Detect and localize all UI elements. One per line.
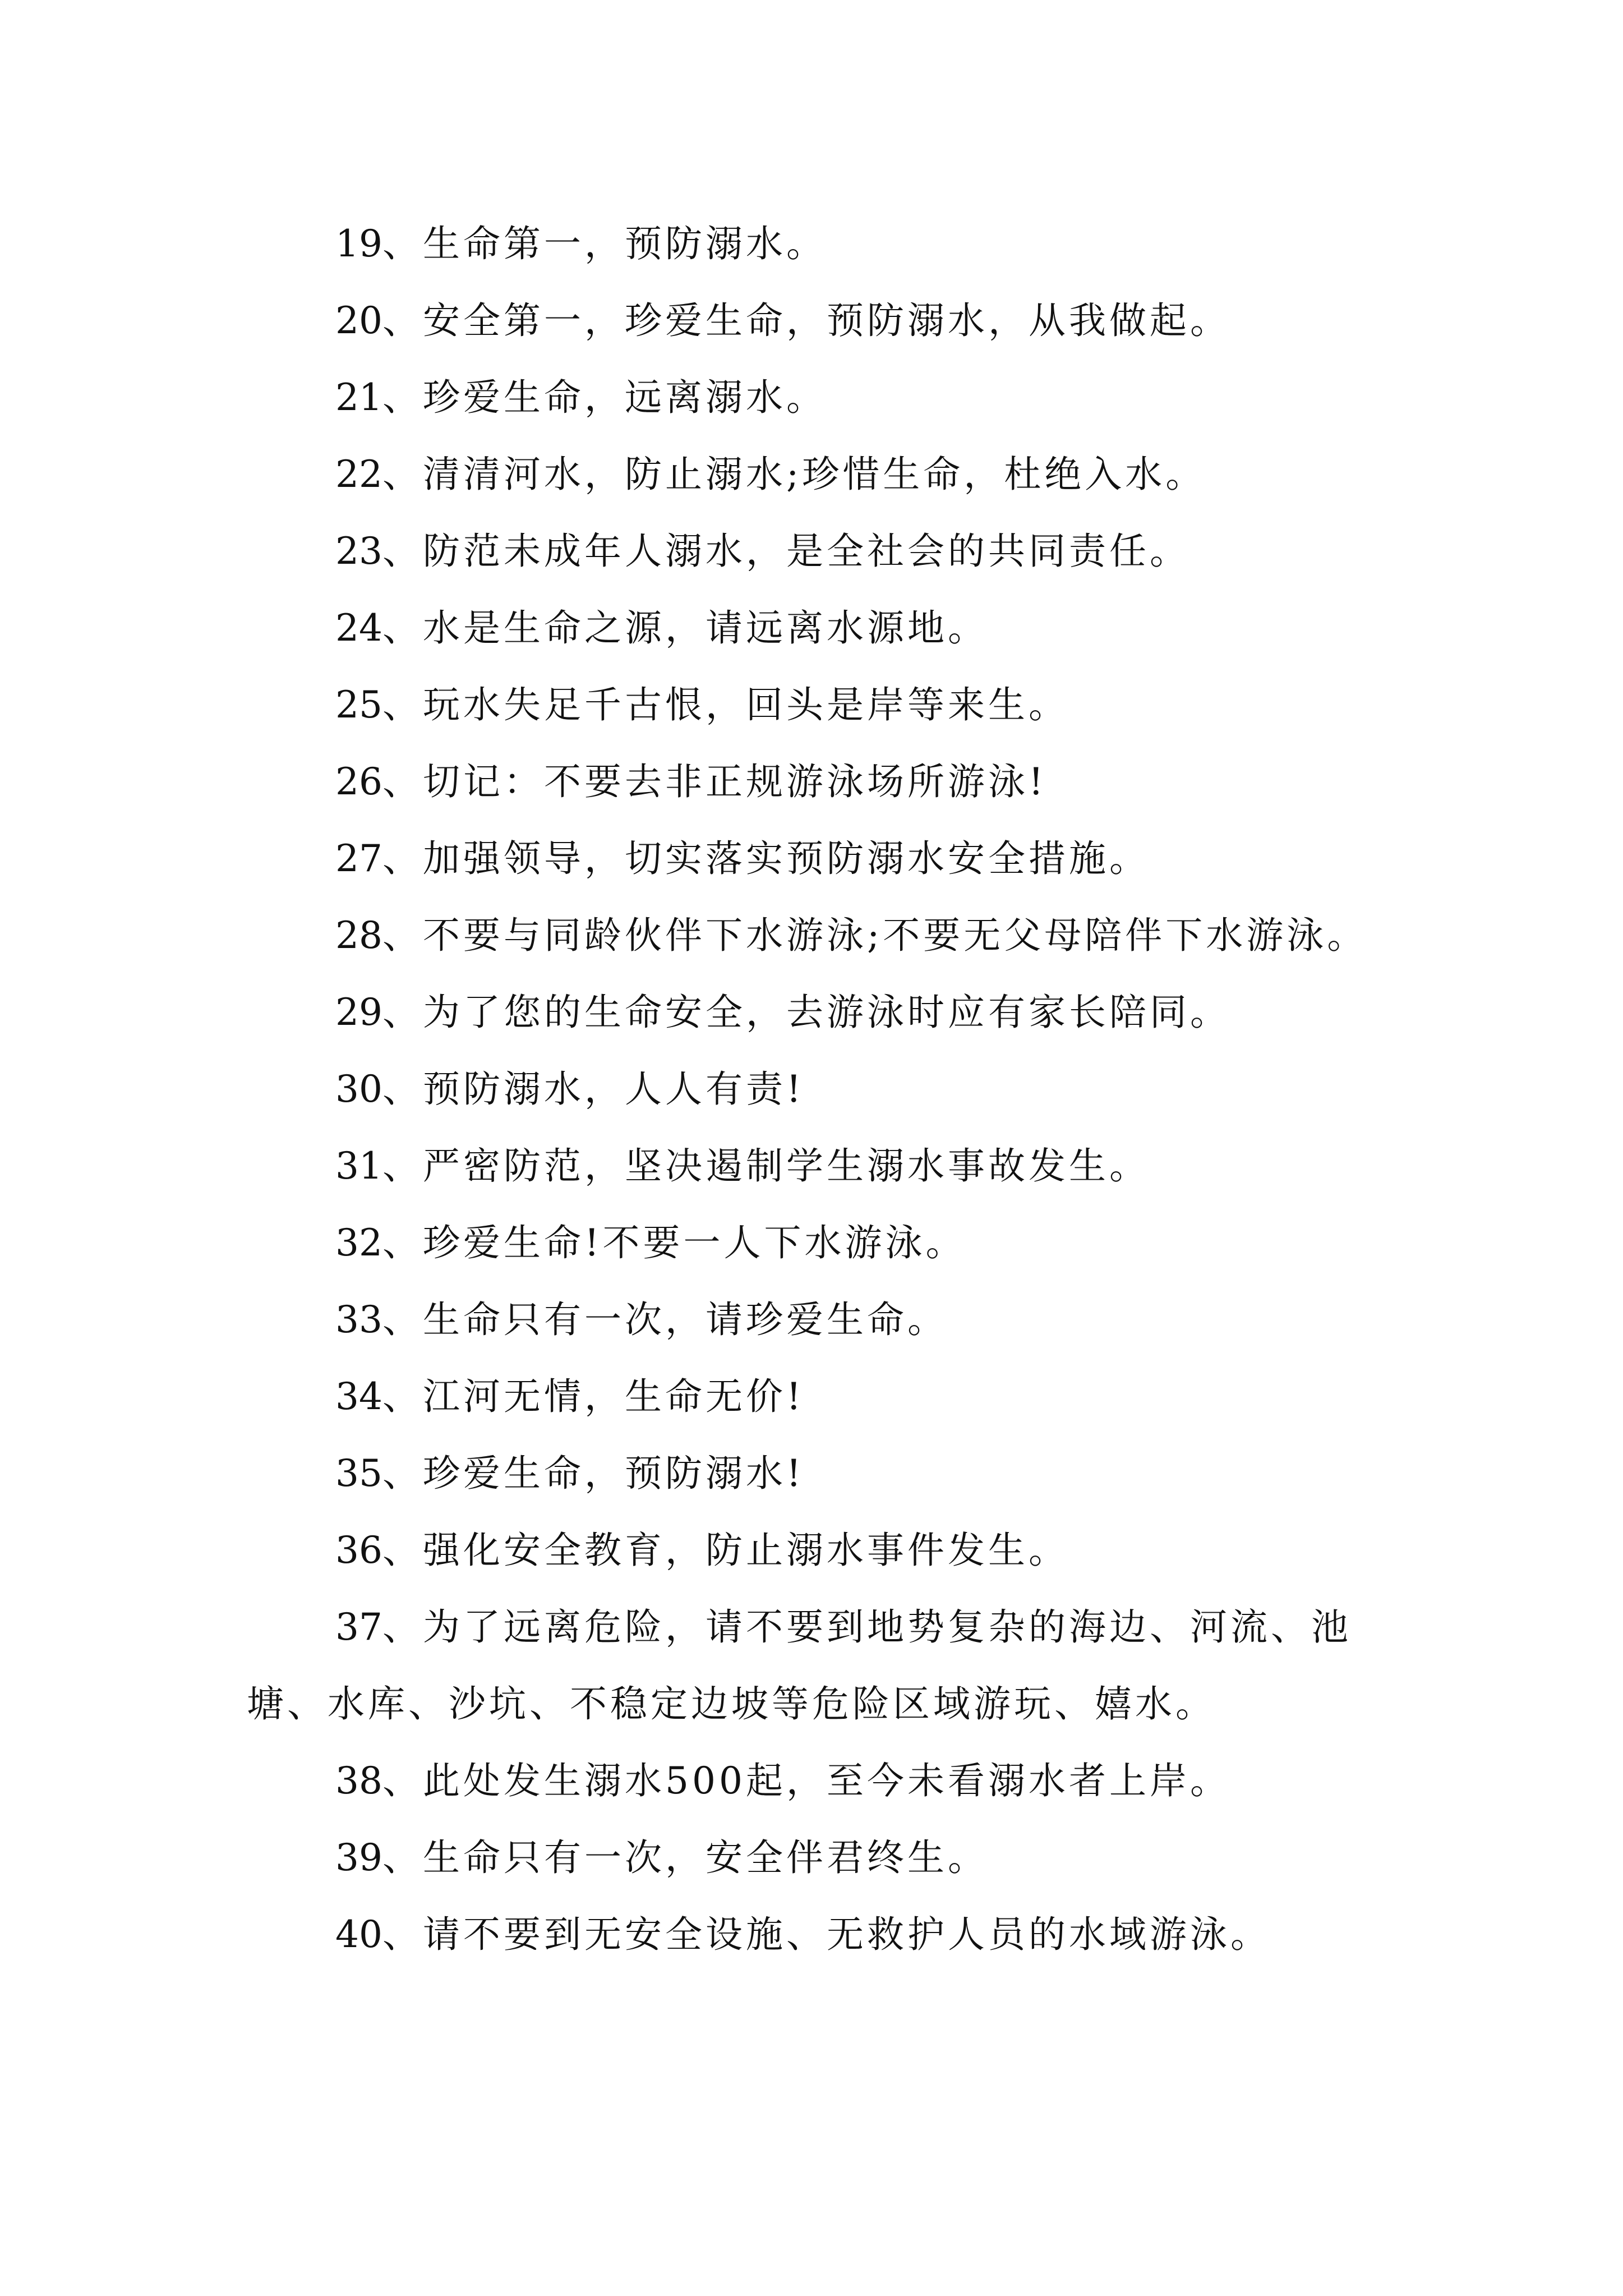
list-item (247, 1512, 1374, 1589)
item-text: 、生命只有一次，安全伴君终生。 (382, 1836, 988, 1879)
list-item (247, 359, 1374, 436)
item-number: 38 (335, 1759, 382, 1802)
item-text: 、不要与同龄伙伴下水游泳;不要无父母陪伴下水游泳。 (382, 914, 1368, 957)
item-text: 、此处发生溺水500起，至今未看溺水者上岸。 (382, 1759, 1230, 1802)
list-item (247, 1896, 1374, 1973)
item-text: 、为了远离危险，请不要到地势复杂的海边、河流、池塘、水库、沙坑、不稳定边坡等危险区域游玩、嬉水。 (247, 1605, 1352, 1726)
list-item (247, 282, 1374, 359)
item-number: 29 (335, 991, 382, 1034)
item-number: 22 (335, 453, 382, 496)
item-text: 、严密防范，坚决遏制学生溺水事故发生。 (382, 1144, 1150, 1188)
list-item (247, 1128, 1374, 1204)
item-text: 、请不要到无安全设施、无救护人员的水域游泳。 (382, 1913, 1271, 1956)
item-number: 25 (335, 683, 382, 726)
list-item (247, 1742, 1374, 1819)
list-item (247, 1281, 1374, 1358)
list-item (247, 1051, 1374, 1128)
item-number: 26 (335, 760, 382, 803)
item-text: 、珍爱生命，预防溺水! (382, 1452, 805, 1495)
item-text: 、江河无情，生命无价! (382, 1375, 805, 1418)
item-text: 、安全第一，珍爱生命，预防溺水，从我做起。 (382, 299, 1230, 342)
list-item (247, 1435, 1374, 1512)
list-item (247, 743, 1374, 820)
item-number: 23 (335, 530, 382, 573)
item-number: 40 (335, 1913, 382, 1956)
list-item (247, 974, 1374, 1051)
slogan-list (247, 205, 1374, 1973)
item-number: 35 (335, 1452, 382, 1495)
item-number: 32 (335, 1221, 382, 1264)
item-text: 、玩水失足千古恨，回头是岸等来生。 (382, 683, 1069, 726)
list-item (247, 1358, 1374, 1435)
list-item (247, 436, 1374, 513)
item-text: 、强化安全教育，防止溺水事件发生。 (382, 1529, 1069, 1572)
item-number: 19 (335, 222, 382, 265)
item-number: 20 (335, 299, 382, 342)
item-number: 27 (335, 837, 382, 880)
list-item (247, 205, 1374, 282)
list-item (247, 590, 1374, 666)
item-number: 31 (335, 1144, 382, 1188)
item-number: 36 (335, 1529, 382, 1572)
list-item (247, 1819, 1374, 1896)
item-text: 、预防溺水，人人有责! (382, 1068, 805, 1111)
item-text: 、水是生命之源，请远离水源地。 (382, 606, 988, 650)
item-text: 、珍爱生命!不要一人下水游泳。 (382, 1221, 966, 1264)
item-text: 、生命第一，预防溺水。 (382, 222, 827, 265)
item-number: 30 (335, 1068, 382, 1111)
item-number: 21 (335, 376, 382, 419)
list-item (247, 1204, 1374, 1281)
item-text: 、珍爱生命，远离溺水。 (382, 376, 827, 419)
item-text: 、为了您的生命安全，去游泳时应有家长陪同。 (382, 991, 1230, 1034)
list-item (247, 897, 1374, 974)
item-number: 28 (335, 914, 382, 957)
item-text: 、加强领导，切实落实预防溺水安全措施。 (382, 837, 1150, 880)
list-item (247, 1589, 1374, 1742)
item-text: 、生命只有一次，请珍爱生命。 (382, 1298, 948, 1341)
list-item (247, 666, 1374, 743)
item-number: 33 (335, 1298, 382, 1341)
item-text: 、防范未成年人溺水，是全社会的共同责任。 (382, 530, 1190, 573)
item-number: 39 (335, 1836, 382, 1879)
list-item (247, 513, 1374, 590)
item-number: 34 (335, 1375, 382, 1418)
item-text: 、清清河水，防止溺水;珍惜生命，杜绝入水。 (382, 453, 1206, 496)
item-number: 37 (335, 1605, 382, 1649)
item-text: 、切记：不要去非正规游泳场所游泳! (382, 760, 1047, 803)
list-item (247, 820, 1374, 897)
item-number: 24 (335, 606, 382, 650)
